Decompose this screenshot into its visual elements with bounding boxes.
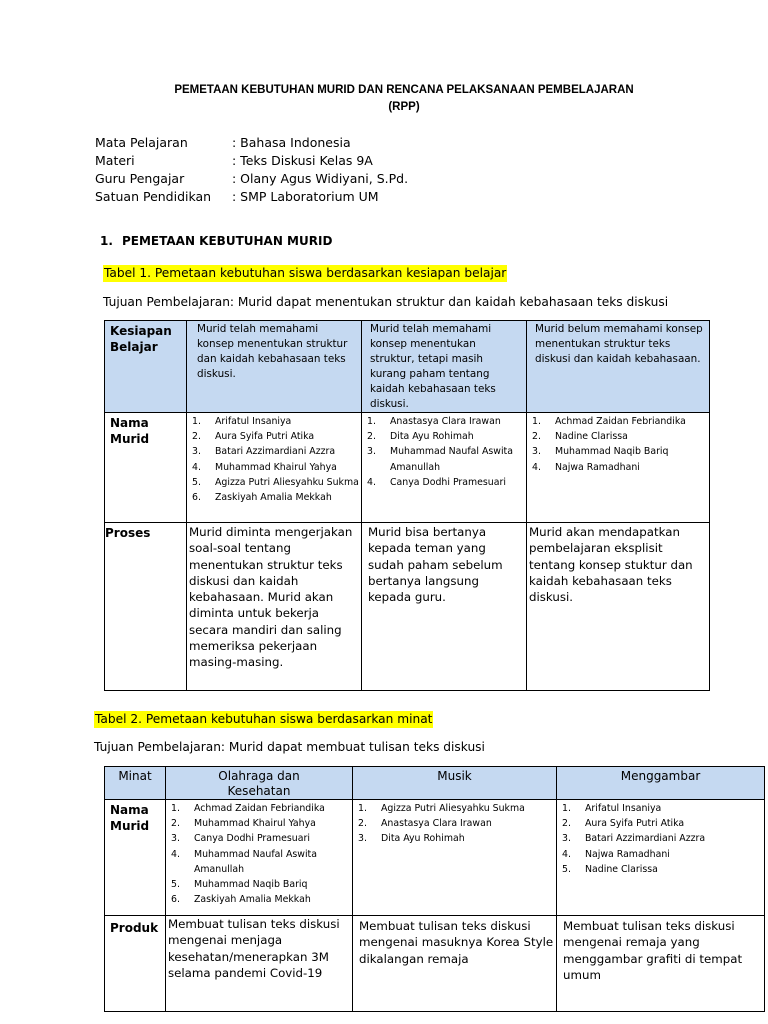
list-item: 4. Najwa Ramadhani <box>532 461 640 473</box>
table-row <box>105 413 710 523</box>
list-item: 3. Batari Azzimardiani Azzra <box>562 833 706 845</box>
list-item: 5. Agizza Putri Aliesyahku Sukma <box>192 476 359 488</box>
table2-caption: Tabel 2. Pemetaan kebutuhan siswa berdasarkan minat <box>95 712 433 726</box>
list-item: 3. Dita Ayu Rohimah <box>358 833 465 845</box>
interest-drawing: Menggambar <box>620 769 701 783</box>
interest-sports: Olahraga dan Kesehatan <box>218 769 300 798</box>
meta-key: Materi <box>95 153 135 168</box>
document-subtitle: (RPP) <box>388 101 420 113</box>
product-cell <box>166 916 353 1012</box>
process-text: Murid akan mendapatkan pembelajaran eksplisit tentang konsep stuktur dan kaidah kebahasaan teks diskusi. <box>529 525 693 605</box>
row-label-readiness: Kesiapan Belajar <box>110 324 172 354</box>
readiness-level-1: Murid telah memahami konsep menentukan struktur dan kaidah kebahasaan teks diskusi. <box>197 323 348 380</box>
list-item: 5. Muhammad Naqib Bariq <box>171 879 308 891</box>
meta-value: : SMP Laboratorium UM <box>232 189 379 204</box>
meta-key: Mata Pelajaran <box>95 135 188 150</box>
table1-goal: Tujuan Pembelajaran: Murid dapat menentukan struktur dan kaidah kebahasaan teks diskusi <box>103 295 669 309</box>
product-text: Membuat tulisan teks diskusi mengenai menjaga kesehatan/menerapkan 3M selama pandemi Covid-19 <box>168 917 340 980</box>
list-item: 3. Batari Azzimardiani Azzra <box>192 446 336 458</box>
student-list <box>362 413 526 490</box>
header-cell <box>527 321 710 413</box>
list-item: 2. Anastasya Clara Irawan <box>358 818 492 830</box>
section-number: 1. <box>100 234 113 248</box>
meta-value: : Olany Agus Widiyani, S.Pd. <box>232 171 409 186</box>
list-item: 5. Nadine Clarissa <box>562 863 658 875</box>
student-list <box>557 800 764 877</box>
meta-key: Satuan Pendidikan <box>95 189 212 204</box>
meta-value: : Bahasa Indonesia <box>232 135 351 150</box>
table-row <box>105 800 765 916</box>
row-label-product: Produk <box>110 921 159 935</box>
readiness-level-3: Murid belum memahami konsep menentukan struktur teks diskusi dan kaidah kebahasaan. <box>535 323 703 365</box>
table-row <box>105 767 765 800</box>
row-label-cell <box>105 916 166 1012</box>
list-item: 3. Muhammad Naufal Aswita Amanullah <box>367 446 513 473</box>
list-item: 2. Muhammad Khairul Yahya <box>171 818 316 830</box>
list-item: 2. Aura Syifa Putri Atika <box>192 431 315 443</box>
product-cell <box>353 916 557 1012</box>
readiness-level-2: Murid telah memahami konsep menentukan struktur, tetapi masih kurang paham tentang kaidah kebahasaan teks diskusi. <box>370 323 496 410</box>
document-title: PEMETAAN KEBUTUHAN MURID DAN RENCANA PELAKSANAAN PEMBELAJARAN <box>174 84 634 96</box>
names-cell <box>187 413 362 523</box>
row-label-cell <box>105 523 187 691</box>
names-cell <box>362 413 527 523</box>
list-item: 3. Canya Dodhi Pramesuari <box>171 833 310 845</box>
list-item: 4. Najwa Ramadhani <box>562 848 670 860</box>
list-item: 2. Aura Syifa Putri Atika <box>562 818 685 830</box>
list-item: 3. Muhammad Naqib Bariq <box>532 446 669 458</box>
interest-music: Musik <box>437 769 472 783</box>
student-list <box>353 800 556 847</box>
list-item: 1. Achmad Zaidan Febriandika <box>171 803 325 814</box>
section-title: PEMETAAN KEBUTUHAN MURID <box>122 234 333 248</box>
table1-caption: Tabel 1. Pemetaan kebutuhan siswa berdasarkan kesiapan belajar <box>104 266 507 280</box>
header-cell <box>362 321 527 413</box>
header-cell <box>187 321 362 413</box>
list-item: 1. Anastasya Clara Irawan <box>367 416 501 427</box>
table-row <box>105 916 765 1012</box>
process-text: Murid bisa bertanya kepada teman yang sudah paham sebelum bertanya langsung kepada guru. <box>368 525 503 605</box>
header-cell <box>166 767 353 800</box>
table-row <box>105 523 710 691</box>
list-item: 6. Zaskiyah Amalia Mekkah <box>192 492 332 504</box>
row-label-names: Nama Murid <box>110 803 150 833</box>
table-readiness <box>104 320 710 691</box>
list-item: 2. Dita Ayu Rohimah <box>367 431 474 443</box>
row-label-interest: Minat <box>118 769 152 783</box>
names-cell <box>557 800 765 916</box>
student-list <box>527 413 709 475</box>
process-cell <box>187 523 362 691</box>
list-item: 1. Agizza Putri Aliesyahku Sukma <box>358 803 525 814</box>
header-cell <box>105 767 166 800</box>
list-item: 2. Nadine Clarissa <box>532 431 628 443</box>
list-item: 4. Muhammad Naufal Aswita Amanullah <box>171 848 317 875</box>
list-item: 4. Muhammad Khairul Yahya <box>192 461 337 473</box>
product-text: Membuat tulisan teks diskusi mengenai masuknya Korea Style dikalangan remaja <box>359 919 554 966</box>
row-label-cell <box>105 413 187 523</box>
student-list <box>166 800 352 907</box>
product-cell <box>557 916 765 1012</box>
names-cell <box>353 800 557 916</box>
process-cell <box>527 523 710 691</box>
names-cell <box>527 413 710 523</box>
student-list <box>187 413 361 505</box>
meta-value: : Teks Diskusi Kelas 9A <box>232 153 373 168</box>
names-cell <box>166 800 353 916</box>
table2-goal: Tujuan Pembelajaran: Murid dapat membuat tulisan teks diskusi <box>94 740 485 754</box>
process-text: Murid diminta mengerjakan soal-soal tentang menentukan struktur teks diskusi dan kaidah kebahasaan. Murid akan diminta untuk bekerja secara mandiri dan saling memeriksa pekerjaan masing-masing. <box>189 525 353 670</box>
header-cell <box>105 321 187 413</box>
list-item: 6. Zaskiyah Amalia Mekkah <box>171 894 311 906</box>
header-cell <box>353 767 557 800</box>
list-item: 1. Arifatul Insaniya <box>192 416 292 427</box>
header-cell <box>557 767 765 800</box>
table-row <box>105 321 710 413</box>
list-item: 1. Achmad Zaidan Febriandika <box>532 416 686 427</box>
row-label-names: Nama Murid <box>110 416 150 446</box>
list-item: 1. Arifatul Insaniya <box>562 803 662 814</box>
process-cell <box>362 523 527 691</box>
meta-key: Guru Pengajar <box>95 171 185 186</box>
row-label-cell <box>105 800 166 916</box>
row-label-process: Proses <box>105 526 151 540</box>
product-text: Membuat tulisan teks diskusi mengenai remaja yang menggambar grafiti di tempat umum <box>563 919 743 982</box>
list-item: 4. Canya Dodhi Pramesuari <box>367 476 506 488</box>
table-interest <box>104 766 765 1012</box>
